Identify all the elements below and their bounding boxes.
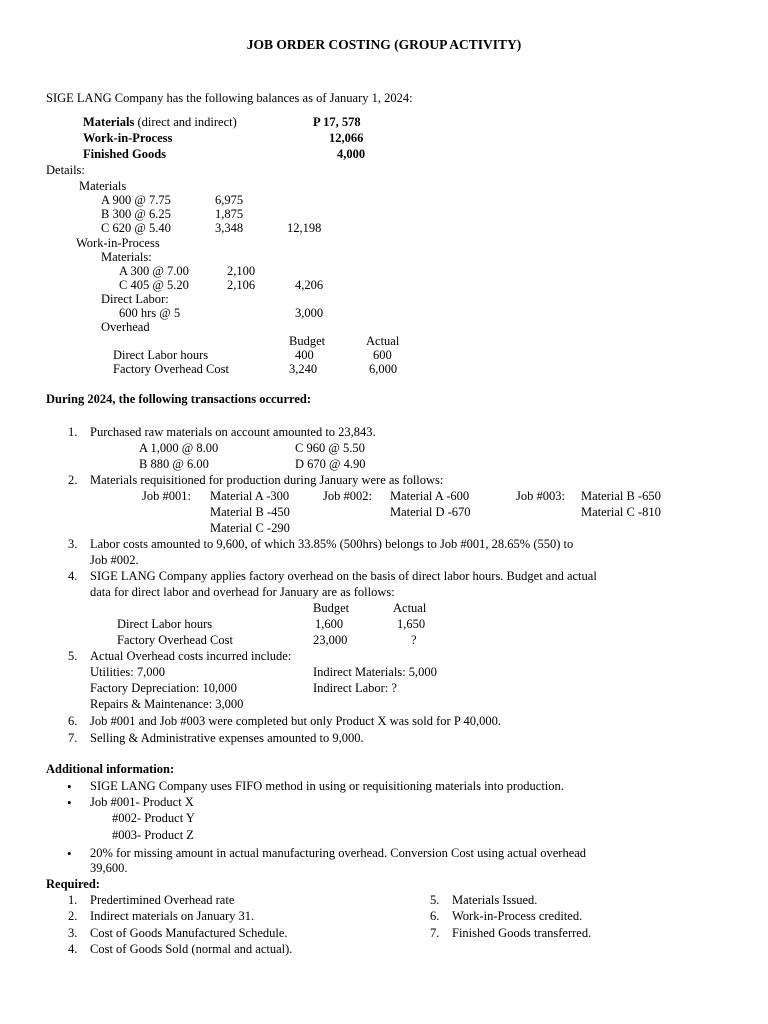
details-heading: Details:	[46, 163, 85, 177]
wip-material-amount: 2,106	[227, 278, 256, 292]
required-item: Materials Issued.	[452, 893, 538, 907]
direct-labor-total: 3,000	[295, 306, 324, 320]
item-number: 7.	[68, 731, 78, 745]
job-label: Job #003:	[516, 489, 565, 503]
budget-row-budget: 23,000	[313, 633, 348, 647]
overhead-cost-item: Indirect Materials: 5,000	[313, 665, 437, 679]
budget-row-actual: 1,650	[397, 617, 426, 631]
transaction-4-text: data for direct labor and overhead for January are as follows:	[90, 585, 395, 599]
wip-materials-total: 4,206	[295, 278, 324, 292]
material-amount: 3,348	[215, 221, 244, 235]
item-number: 7.	[430, 926, 440, 940]
overhead-row-budget: 3,240	[289, 362, 318, 376]
wip-material-desc: A 300 @ 7.00	[119, 264, 189, 278]
job-label: Job #001:	[142, 489, 191, 503]
overhead-row-label: Factory Overhead Cost	[113, 362, 229, 376]
item-number: 3.	[68, 537, 78, 551]
overhead-budget-header: Budget	[289, 334, 326, 348]
additional-bullet: • 20% for missing amount in actual manufacturing overhead. Conversion Cost using actual overhead	[90, 846, 586, 861]
item-number: 3.	[68, 926, 78, 940]
overhead-cost-item: Utilities: 7,000	[90, 665, 165, 679]
item-number: 4.	[68, 569, 78, 583]
additional-bullet-cont: 39,600.	[90, 861, 128, 875]
required-item: Indirect materials on January 31.	[90, 909, 255, 923]
material-desc: A 900 @ 7.75	[101, 193, 171, 207]
requisition-item: Material A -600	[390, 489, 470, 503]
wip-material-desc: C 405 @ 5.20	[119, 278, 189, 292]
requisition-item: Material D -670	[390, 505, 471, 519]
purchase-item: D 670 @ 4.90	[295, 457, 366, 471]
transaction-2-text: Materials requisitioned for production during January were as follows:	[90, 473, 444, 487]
wip-material-amount: 2,100	[227, 264, 256, 278]
transactions-heading: During 2024, the following transactions occurred:	[46, 392, 312, 406]
job-label: Job #002:	[323, 489, 372, 503]
requisition-item: Material B -450	[210, 505, 290, 519]
requisition-item: Material B -650	[581, 489, 661, 503]
budget-row-actual: ?	[411, 633, 417, 647]
materials-heading: Materials	[79, 179, 127, 193]
transaction-3-text: Labor costs amounted to 9,600, of which 33.85% (500hrs) belongs to Job #001, 28.65% (550) to	[90, 537, 574, 551]
transaction-3-text: Job #002.	[90, 553, 139, 567]
additional-heading: Additional information:	[46, 762, 175, 776]
balance-fg-value: 4,000	[337, 147, 366, 161]
balance-fg-label: Finished Goods	[83, 147, 167, 161]
product-mapping: #002- Product Y	[112, 811, 195, 825]
balance-materials-value: P 17, 578	[313, 115, 361, 129]
overhead-actual-header: Actual	[366, 334, 400, 348]
budget-header: Budget	[313, 601, 350, 615]
item-number: 1.	[68, 893, 78, 907]
item-number: 1.	[68, 425, 78, 439]
item-number: 2.	[68, 909, 78, 923]
overhead-cost-item: Indirect Labor: ?	[313, 681, 397, 695]
wip-materials-heading: Materials:	[101, 250, 152, 264]
transaction-6-text: Job #001 and Job #003 were completed but only Product X was sold for P 40,000.	[90, 714, 501, 728]
product-mapping: #003- Product Z	[112, 828, 194, 842]
budget-row-label: Direct Labor hours	[117, 617, 213, 631]
item-number: 2.	[68, 473, 78, 487]
intro-text: SIGE LANG Company has the following balances as of January 1, 2024:	[46, 91, 413, 105]
overhead-cost-item: Repairs & Maintenance: 3,000	[90, 697, 244, 711]
required-heading: Required:	[46, 877, 100, 891]
required-item: Predertimined Overhead rate	[90, 893, 235, 907]
material-amount: 1,875	[215, 207, 244, 221]
wip-heading: Work-in-Process	[76, 236, 160, 250]
transaction-5-text: Actual Overhead costs incurred include:	[90, 649, 292, 663]
material-desc: B 300 @ 6.25	[101, 207, 171, 221]
additional-bullet: • SIGE LANG Company uses FIFO method in using or requisitioning materials into production.	[90, 779, 564, 794]
transaction-1-text: Purchased raw materials on account amounted to 23,843.	[90, 425, 376, 439]
purchase-item: C 960 @ 5.50	[295, 441, 365, 455]
budget-row-budget: 1,600	[315, 617, 344, 631]
item-number: 6.	[68, 714, 78, 728]
required-item: Work-in-Process credited.	[452, 909, 583, 923]
overhead-row-actual: 600	[373, 348, 392, 362]
page-title: JOB ORDER COSTING (GROUP ACTIVITY)	[246, 37, 522, 52]
purchase-item: B 880 @ 6.00	[139, 457, 209, 471]
required-item: Cost of Goods Manufactured Schedule.	[90, 926, 288, 940]
requisition-item: Material C -810	[581, 505, 661, 519]
balance-materials-label: Materials (direct and indirect)	[83, 115, 237, 129]
overhead-row-budget: 400	[295, 348, 314, 362]
direct-labor-heading: Direct Labor:	[101, 292, 169, 306]
purchase-item: A 1,000 @ 8.00	[139, 441, 219, 455]
actual-header: Actual	[393, 601, 427, 615]
requisition-item: Material A -300	[210, 489, 290, 503]
transaction-4-text: SIGE LANG Company applies factory overhead on the basis of direct labor hours. Budget and actual	[90, 569, 597, 583]
budget-row-label: Factory Overhead Cost	[117, 633, 233, 647]
item-number: 6.	[430, 909, 440, 923]
item-number: 5.	[68, 649, 78, 663]
item-number: 4.	[68, 942, 78, 956]
item-number: 5.	[430, 893, 440, 907]
materials-total: 12,198	[287, 221, 322, 235]
direct-labor-desc: 600 hrs @ 5	[119, 306, 181, 320]
material-desc: C 620 @ 5.40	[101, 221, 171, 235]
required-item: Cost of Goods Sold (normal and actual).	[90, 942, 293, 956]
overhead-row-actual: 6,000	[369, 362, 398, 376]
additional-bullet: • Job #001- Product X	[90, 795, 194, 810]
required-item: Finished Goods transferred.	[452, 926, 592, 940]
material-amount: 6,975	[215, 193, 244, 207]
overhead-row-label: Direct Labor hours	[113, 348, 209, 362]
balance-wip-label: Work-in-Process	[83, 131, 173, 145]
balance-wip-value: 12,066	[329, 131, 364, 145]
requisition-item: Material C -290	[210, 521, 290, 535]
overhead-cost-item: Factory Depreciation: 10,000	[90, 681, 237, 695]
overhead-heading: Overhead	[101, 320, 150, 334]
transaction-7-text: Selling & Administrative expenses amounted to 9,000.	[90, 731, 364, 745]
